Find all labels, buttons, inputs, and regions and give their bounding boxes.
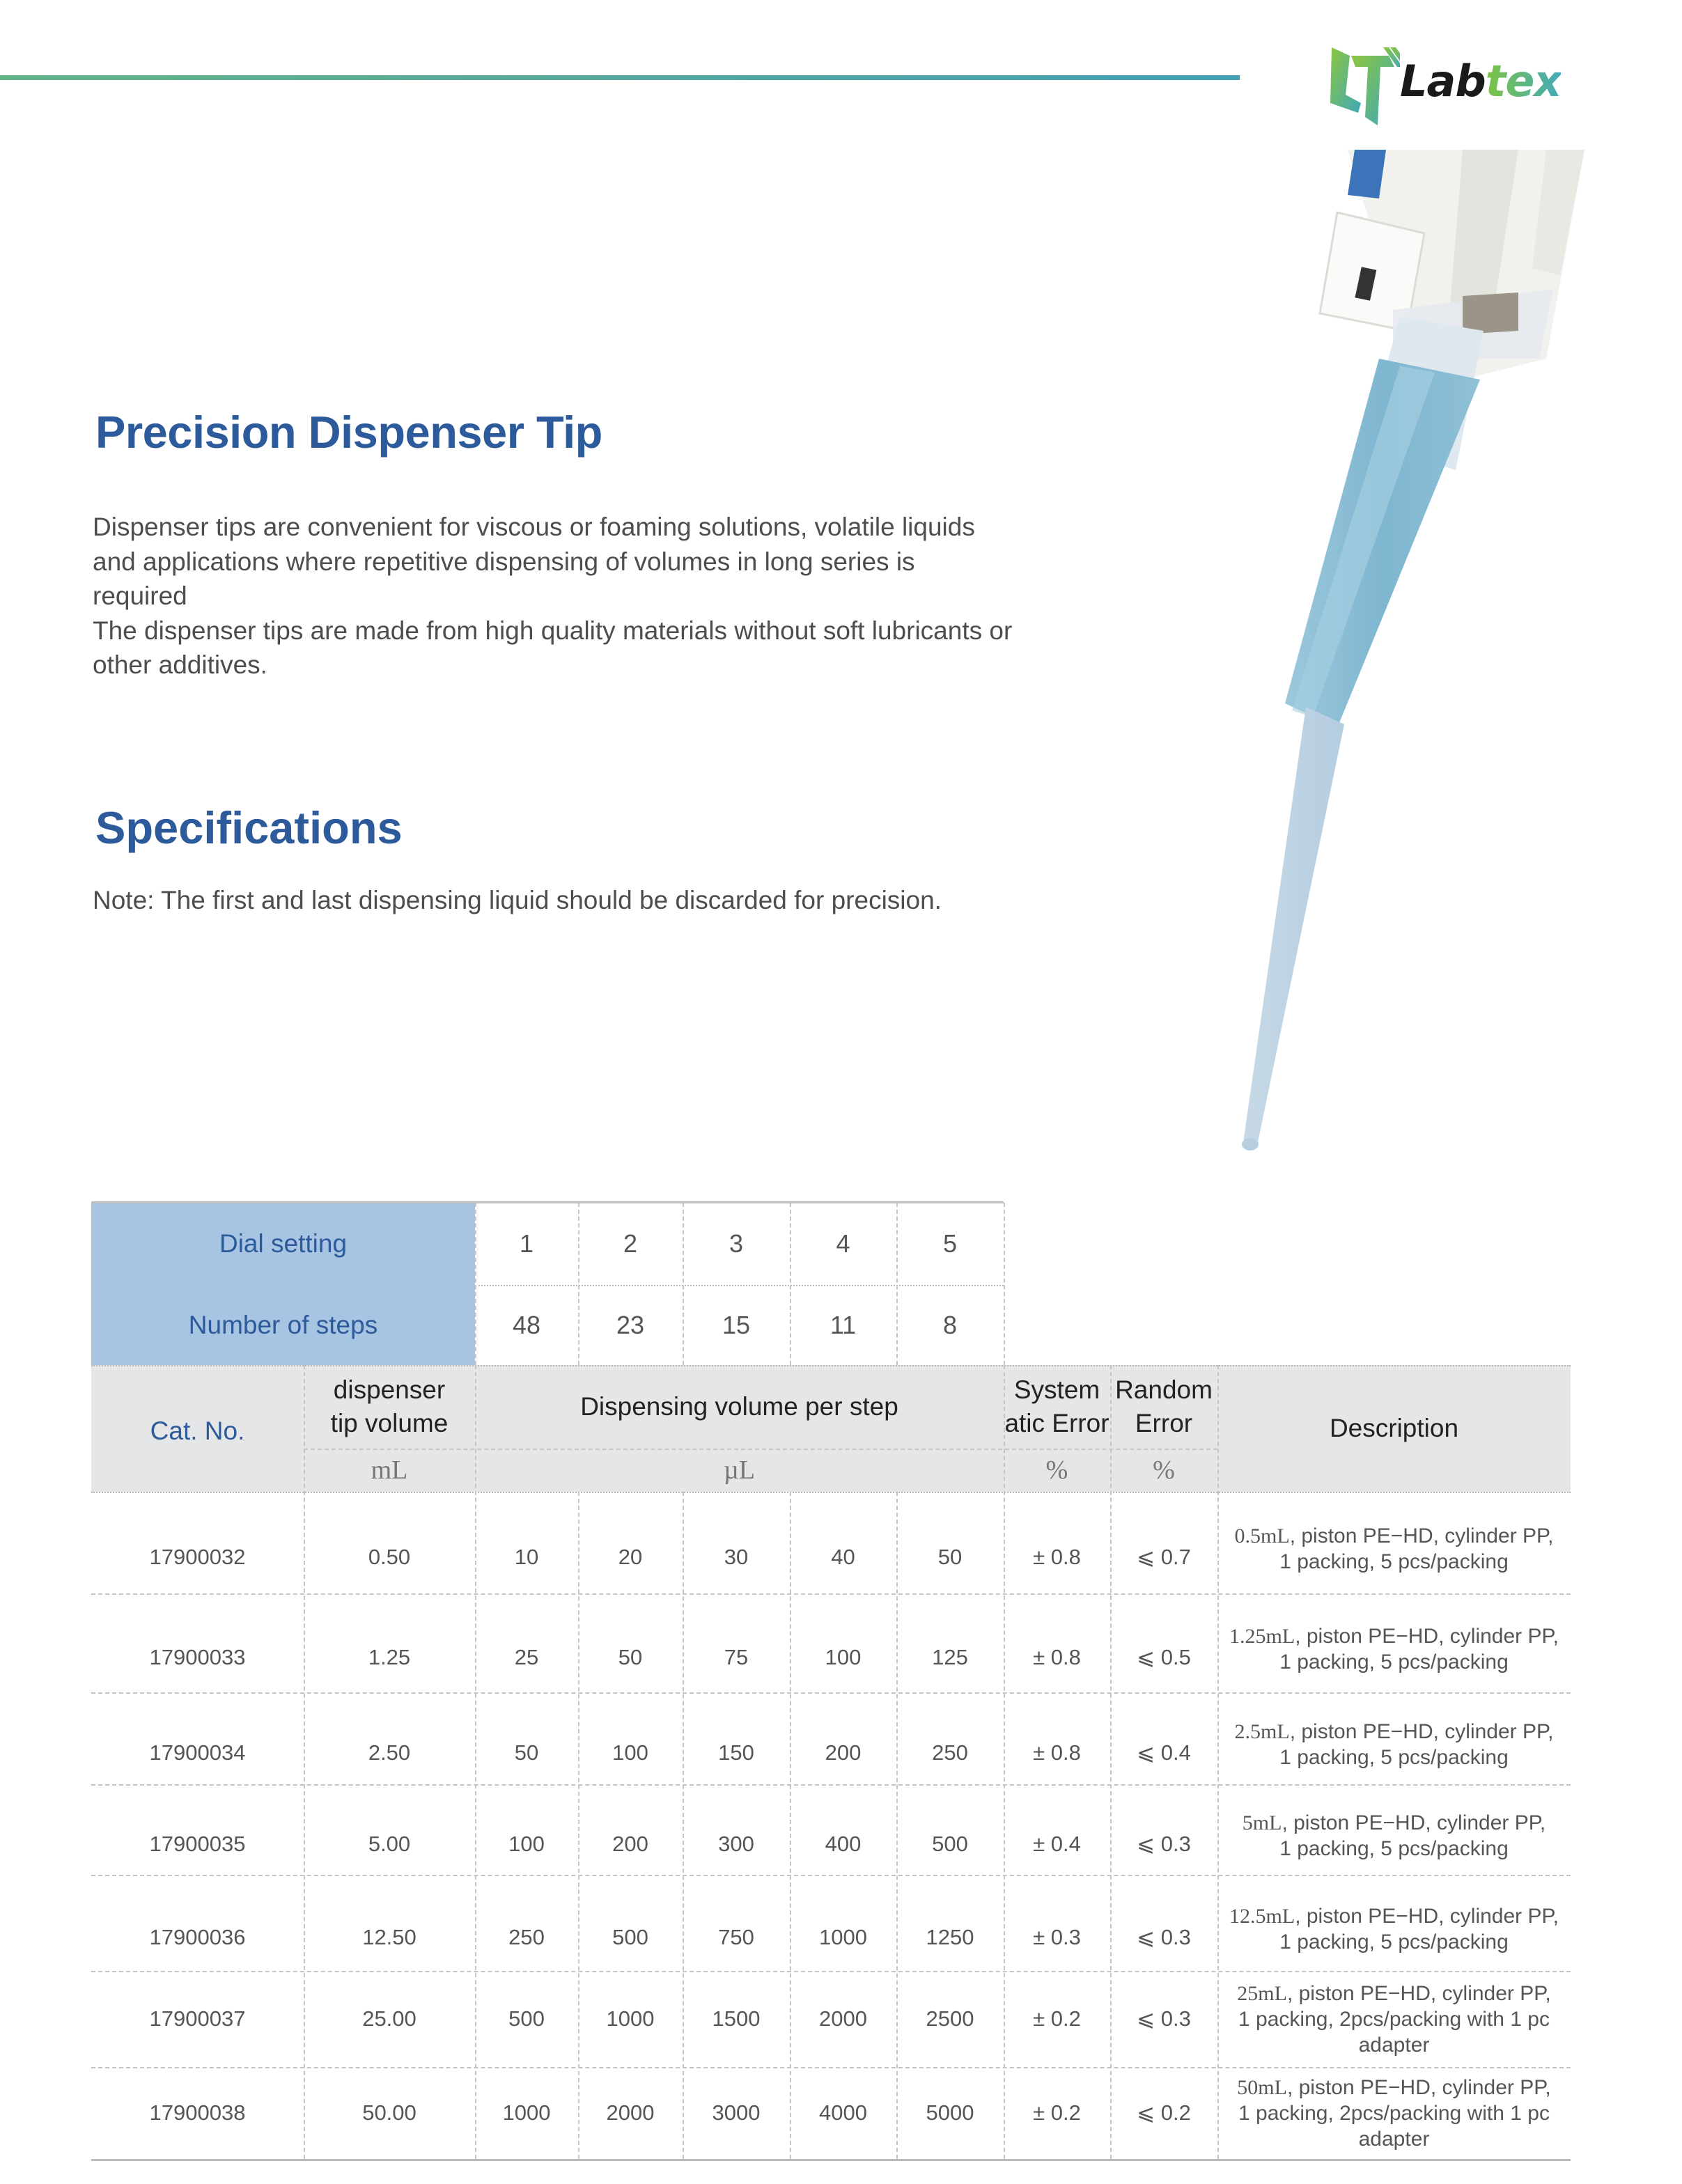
table-gridline bbox=[1004, 1365, 1005, 2159]
table-gridline bbox=[1110, 1365, 1112, 2159]
table-gridline bbox=[91, 1971, 1571, 1972]
description-material: , piston PE−HD, cylinder PP, bbox=[1289, 1524, 1554, 1547]
dial-setting-value: 5 bbox=[942, 1229, 958, 1258]
dispensing-volume-cell: 500 bbox=[932, 1832, 968, 1856]
table-gridline bbox=[1004, 1203, 1005, 1365]
systematic-error-cell: ± 0.3 bbox=[1033, 1925, 1081, 1949]
random-error-cell: ⩽ 0.2 bbox=[1137, 2100, 1191, 2125]
specifications-note: Note: The first and last dispensing liquid should be discarded for precision. bbox=[93, 886, 942, 914]
description-line: 1 packing, 5 pcs/packing bbox=[1279, 1746, 1509, 1769]
description-line bbox=[1229, 1623, 1559, 1649]
description-material: , piston PE−HD, cylinder PP, bbox=[1286, 1981, 1551, 2005]
description-material: , piston PE−HD, cylinder PP, bbox=[1286, 2075, 1551, 2099]
cat-no-cell: 17900032 bbox=[149, 1545, 246, 1569]
random-error-cell: ⩽ 0.3 bbox=[1137, 2006, 1191, 2031]
header-line: tip volume bbox=[330, 1409, 449, 1437]
dispensing-volume-cell: 200 bbox=[825, 1740, 862, 1765]
description-cell bbox=[1217, 2067, 1571, 2159]
table-gridline bbox=[304, 1449, 1217, 1450]
column-header-cat-no: Cat. No. bbox=[150, 1417, 245, 1445]
header-line: Error bbox=[1135, 1409, 1193, 1437]
cat-no-cell: 17900038 bbox=[149, 2100, 246, 2125]
cat-no-cell: 17900034 bbox=[149, 1740, 246, 1765]
dispensing-volume-cell: 4000 bbox=[819, 2100, 867, 2125]
description-line: adapter bbox=[1358, 2033, 1430, 2057]
column-header-tip-volume bbox=[304, 1365, 475, 1449]
number-of-steps-value: 11 bbox=[830, 1310, 857, 1339]
tip-volume-cell: 0.50 bbox=[368, 1545, 411, 1569]
dispensing-volume-cell: 1000 bbox=[819, 1925, 867, 1949]
table-gridline bbox=[475, 1203, 476, 1365]
dial-setting-value: 2 bbox=[623, 1229, 638, 1258]
dispensing-volume-cell: 25 bbox=[514, 1645, 539, 1669]
description-line: required bbox=[93, 582, 187, 610]
tip-volume-cell: 50.00 bbox=[362, 2100, 416, 2125]
page-title: Precision Dispenser Tip bbox=[95, 407, 602, 458]
dispensing-volume-cell: 40 bbox=[831, 1545, 855, 1569]
dial-setting-value: 1 bbox=[519, 1229, 534, 1258]
tip-volume-cell: 12.50 bbox=[362, 1925, 416, 1949]
number-of-steps-value: 15 bbox=[722, 1310, 751, 1339]
description-volume: 25mL bbox=[1237, 1981, 1287, 2005]
product-photo bbox=[1073, 150, 1588, 1222]
dispensing-volume-cell: 3000 bbox=[712, 2100, 761, 2125]
description-line: Dispenser tips are convenient for viscous or foaming solutions, volatile liquids bbox=[93, 513, 975, 541]
description-line: The dispenser tips are made from high quality materials without soft lubricants or bbox=[93, 616, 1013, 645]
table-gridline bbox=[683, 1203, 684, 1365]
description-volume: 5mL bbox=[1242, 1811, 1282, 1834]
dispensing-volume-cell: 750 bbox=[718, 1925, 754, 1949]
dispensing-volume-cell: 50 bbox=[618, 1645, 643, 1669]
description-line bbox=[1237, 1981, 1550, 2006]
description-line: and applications where repetitive dispensing of volumes in long series is bbox=[93, 547, 915, 576]
product-description bbox=[93, 510, 1082, 682]
description-volume: 0.5mL bbox=[1234, 1524, 1290, 1547]
dispensing-volume-cell: 400 bbox=[825, 1832, 862, 1856]
table-gridline bbox=[91, 1593, 1571, 1595]
tip-volume-cell: 2.50 bbox=[368, 1740, 411, 1765]
description-line: other additives. bbox=[93, 650, 267, 679]
systematic-error-cell: ± 0.8 bbox=[1033, 1545, 1081, 1569]
description-material: , piston PE−HD, cylinder PP, bbox=[1289, 1720, 1554, 1743]
dispensing-volume-cell: 1500 bbox=[712, 2006, 761, 2031]
dispensing-volume-cell: 125 bbox=[932, 1645, 968, 1669]
description-cell bbox=[1217, 1875, 1571, 1971]
column-header-description: Description bbox=[1329, 1414, 1459, 1442]
header-line: dispenser bbox=[333, 1375, 446, 1404]
description-line bbox=[1237, 2075, 1550, 2100]
dispensing-volume-cell: 2000 bbox=[606, 2100, 655, 2125]
table-gridline bbox=[91, 2067, 1571, 2068]
tip-volume-cell: 5.00 bbox=[368, 1832, 411, 1856]
dispensing-volume-cell: 500 bbox=[508, 2006, 545, 2031]
dispensing-volume-cell: 30 bbox=[724, 1545, 749, 1569]
unit-percent: % bbox=[1045, 1456, 1068, 1485]
dispensing-volume-cell: 250 bbox=[932, 1740, 968, 1765]
table-gridline bbox=[1217, 1365, 1219, 2159]
column-header-random-error bbox=[1110, 1365, 1217, 1449]
table-gridline bbox=[91, 2159, 1571, 2161]
dispensing-volume-cell: 150 bbox=[718, 1740, 754, 1765]
tip-volume-cell: 1.25 bbox=[368, 1645, 411, 1669]
dispensing-volume-cell: 50 bbox=[937, 1545, 963, 1569]
table-gridline bbox=[91, 1365, 1571, 1366]
table-gridline bbox=[578, 1203, 579, 1365]
description-line: 1 packing, 5 pcs/packing bbox=[1279, 1930, 1509, 1953]
dispensing-volume-cell: 2500 bbox=[926, 2006, 974, 2031]
description-volume: 1.25mL bbox=[1229, 1625, 1295, 1648]
dispensing-volume-cell: 1000 bbox=[606, 2006, 655, 2031]
brand-wordmark: Labtex bbox=[1400, 56, 1562, 107]
dial-setting-value: 3 bbox=[729, 1229, 744, 1258]
labtex-logo bbox=[1316, 28, 1574, 125]
systematic-error-cell: ± 0.8 bbox=[1033, 1740, 1081, 1765]
dispensing-volume-cell: 100 bbox=[825, 1645, 862, 1669]
table-gridline bbox=[91, 1875, 1571, 1876]
dispensing-volume-cell: 300 bbox=[718, 1832, 754, 1856]
header-accent-line bbox=[0, 75, 1240, 80]
random-error-cell: ⩽ 0.3 bbox=[1137, 1925, 1191, 1949]
random-error-cell: ⩽ 0.7 bbox=[1137, 1545, 1191, 1569]
description-cell bbox=[1217, 1784, 1571, 1875]
table-gridline bbox=[91, 1784, 1571, 1786]
description-line: 1 packing, 5 pcs/packing bbox=[1279, 1651, 1509, 1674]
unit-microliter: µL bbox=[723, 1456, 756, 1485]
random-error-cell: ⩽ 0.5 bbox=[1137, 1645, 1191, 1669]
column-header-systematic-error bbox=[1004, 1365, 1110, 1449]
description-line bbox=[1229, 1903, 1559, 1929]
random-error-cell: ⩽ 0.3 bbox=[1137, 1832, 1191, 1856]
description-cell bbox=[1217, 1492, 1571, 1593]
table-gridline bbox=[896, 1203, 898, 1365]
number-of-steps-value: 48 bbox=[512, 1310, 541, 1339]
table-gridline bbox=[578, 1492, 579, 2159]
dispensing-volume-cell: 2000 bbox=[819, 2006, 867, 2031]
description-line: 1 packing, 2pcs/packing with 1 pc bbox=[1238, 2007, 1550, 2031]
description-line: 1 packing, 2pcs/packing with 1 pc bbox=[1238, 2101, 1550, 2125]
table-gridline bbox=[683, 1492, 684, 2159]
table-gridline bbox=[91, 1201, 1004, 1203]
description-material: , piston PE−HD, cylinder PP, bbox=[1282, 1811, 1546, 1834]
dial-setting-label: Dial setting bbox=[91, 1203, 475, 1285]
description-cell bbox=[1217, 1593, 1571, 1692]
cat-no-cell: 17900035 bbox=[149, 1832, 246, 1856]
dispensing-volume-cell: 50 bbox=[514, 1740, 539, 1765]
dispensing-volume-cell: 200 bbox=[612, 1832, 648, 1856]
description-material: , piston PE−HD, cylinder PP, bbox=[1295, 1625, 1559, 1648]
description-line bbox=[1243, 1810, 1545, 1836]
table-gridline bbox=[304, 1365, 305, 2159]
dispensing-volume-cell: 250 bbox=[508, 1925, 545, 1949]
header-line: System bbox=[1013, 1375, 1100, 1404]
description-volume: 50mL bbox=[1237, 2075, 1287, 2099]
labtex-logo-icon bbox=[1316, 28, 1400, 125]
number-of-steps-label: Number of steps bbox=[91, 1285, 475, 1365]
dispensing-volume-cell: 100 bbox=[612, 1740, 648, 1765]
table-gridline bbox=[896, 1492, 898, 2159]
column-header-dispensing-volume: Dispensing volume per step bbox=[580, 1392, 898, 1421]
dispensing-volume-cell: 10 bbox=[514, 1545, 539, 1569]
cat-no-cell: 17900033 bbox=[149, 1645, 246, 1669]
table-gridline bbox=[91, 1492, 1571, 1493]
dispensing-volume-cell: 500 bbox=[612, 1925, 648, 1949]
description-line: adapter bbox=[1358, 2127, 1430, 2151]
dispensing-volume-cell: 1000 bbox=[502, 2100, 551, 2125]
dispensing-volume-cell: 5000 bbox=[926, 2100, 974, 2125]
header-line: atic Error bbox=[1004, 1409, 1109, 1437]
systematic-error-cell: ± 0.4 bbox=[1033, 1832, 1081, 1856]
number-of-steps-value: 8 bbox=[942, 1310, 958, 1339]
systematic-error-cell: ± 0.2 bbox=[1033, 2100, 1081, 2125]
dispensing-volume-cell: 20 bbox=[618, 1545, 643, 1569]
description-volume: 12.5mL bbox=[1229, 1905, 1295, 1928]
unit-ml: mL bbox=[371, 1456, 408, 1485]
number-of-steps-value: 23 bbox=[616, 1310, 645, 1339]
cat-no-cell: 17900036 bbox=[149, 1925, 246, 1949]
tip-volume-cell: 25.00 bbox=[362, 2006, 416, 2031]
table-gridline bbox=[475, 1365, 476, 2159]
description-line: 1 packing, 5 pcs/packing bbox=[1279, 1550, 1509, 1573]
table-gridline bbox=[91, 1692, 1571, 1694]
systematic-error-cell: ± 0.8 bbox=[1033, 1645, 1081, 1669]
description-line bbox=[1235, 1523, 1554, 1549]
description-cell bbox=[1217, 1692, 1571, 1784]
unit-percent: % bbox=[1153, 1456, 1175, 1485]
specifications-heading: Specifications bbox=[95, 802, 403, 853]
description-cell bbox=[1217, 1971, 1571, 2067]
description-line: 1 packing, 5 pcs/packing bbox=[1279, 1837, 1509, 1860]
description-line bbox=[1235, 1719, 1554, 1745]
table-gridline bbox=[790, 1203, 791, 1365]
random-error-cell: ⩽ 0.4 bbox=[1137, 1740, 1191, 1765]
systematic-error-cell: ± 0.2 bbox=[1033, 2006, 1081, 2031]
dispensing-volume-cell: 100 bbox=[508, 1832, 545, 1856]
cat-no-cell: 17900037 bbox=[149, 2006, 246, 2031]
description-volume: 2.5mL bbox=[1234, 1720, 1290, 1743]
dispensing-volume-cell: 1250 bbox=[926, 1925, 974, 1949]
table-gridline bbox=[475, 1285, 1004, 1286]
table-gridline bbox=[790, 1492, 791, 2159]
dial-setting-value: 4 bbox=[836, 1229, 850, 1258]
description-material: , piston PE−HD, cylinder PP, bbox=[1295, 1905, 1559, 1928]
dispensing-volume-cell: 75 bbox=[724, 1645, 749, 1669]
header-line: Random bbox=[1115, 1375, 1213, 1404]
